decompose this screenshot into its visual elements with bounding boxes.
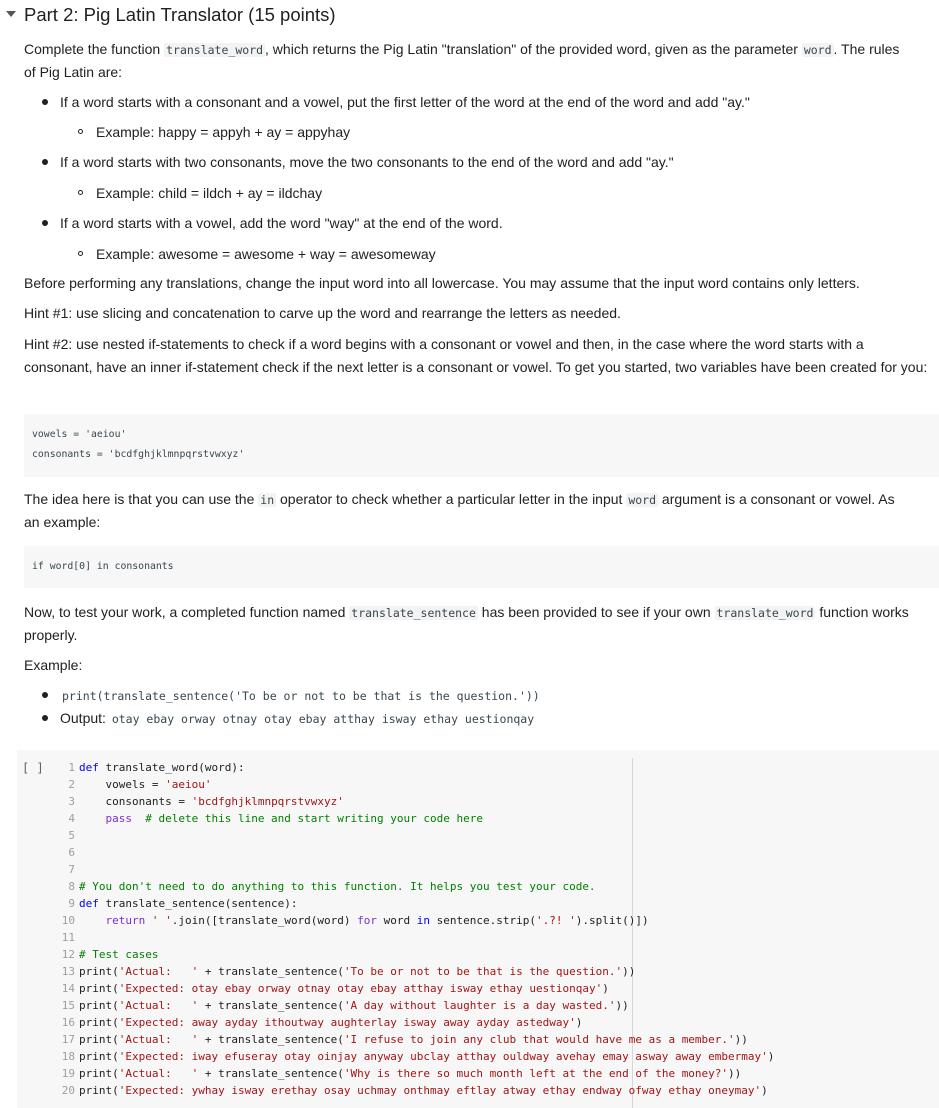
inline-code-translate-word: translate_word <box>716 606 814 620</box>
inline-code-in: in <box>260 493 275 507</box>
code-line[interactable]: 5 <box>68 829 75 842</box>
code-line[interactable]: 15 print('Actual: ' + translate_sentence('A day without laughter is a day wasted.')) <box>61 999 629 1012</box>
bullet-dot-icon <box>42 692 48 698</box>
idea-paragraph-line2: an example: <box>24 514 101 530</box>
test-paragraph: Now, to test your work, a completed function named translate_sentence has been provided to see if your own translate_word function works <box>24 604 909 620</box>
inline-code-translate-word: translate_word <box>166 43 264 57</box>
rule-example: Example: happy = appyh + ay = appyhay <box>96 124 351 140</box>
code-line[interactable]: 11 <box>61 931 75 944</box>
example-label: Example: <box>24 657 83 673</box>
code-line[interactable]: 19 print('Actual: ' + translate_sentence('Why is there so much month left at the end of the money?')) <box>61 1067 742 1080</box>
code-line[interactable]: 13 print('Actual: ' + translate_sentence('To be or not to be that is the question.')) <box>61 965 636 978</box>
intro-paragraph-line2: of Pig Latin are: <box>24 64 123 80</box>
test-paragraph-line2: properly. <box>24 627 78 643</box>
lowercase-paragraph: Before performing any translations, change the input word into all lowercase. You may assume that the input word contains only letters. <box>24 275 860 291</box>
rule-item: If a word starts with a consonant and a vowel, put the first letter of the word at the end of the word and add "ay." <box>60 94 750 110</box>
collapse-caret-icon[interactable] <box>6 11 16 17</box>
code-line[interactable]: 14 print('Expected: otay ebay orway otnay otay ebay atthay isway ethay uestionqay') <box>61 982 609 995</box>
hint1-paragraph: Hint #1: use slicing and concatenation to carve up the word and rearrange the letters as needed. <box>24 305 621 321</box>
code-line[interactable]: 1 def translate_word(word): <box>68 761 245 774</box>
idea-paragraph: The idea here is that you can use the in operator to check whether a particular letter in the input word argument is a consonant or vowel. As <box>24 491 895 507</box>
sub-bullet-circle-icon <box>78 251 83 256</box>
run-cell-button[interactable]: [ ] <box>22 761 44 775</box>
code-line[interactable]: 17 print('Actual: ' + translate_sentence('I refuse to join any club that would have me as a member.')) <box>61 1033 748 1046</box>
bullet-dot-icon <box>42 220 48 226</box>
code-line[interactable]: 6 <box>68 846 75 859</box>
code-line[interactable]: 10 return ' '.join([translate_word(word) for word in sentence.strip('.?! ').split()]) <box>61 914 649 927</box>
hint2-paragraph: Hint #2: use nested if-statements to check if a word begins with a consonant or vowel and then, in the case where the word starts with a consonant, have an inner if-statement check if the next letter is a consonant or vowel. To get you started, two variables have been created for you: <box>24 336 928 375</box>
inline-code-word: word <box>803 43 832 57</box>
example-item-output: Output: otay ebay orway otnay otay ebay atthay isway ethay uestionqay <box>60 710 535 726</box>
sub-bullet-circle-icon <box>78 190 83 195</box>
rule-example: Example: child = ildch + ay = ildchay <box>96 185 323 201</box>
code-line[interactable]: 16 print('Expected: away ayday ithoutway aughterlay isway away ayday astedway') <box>61 1016 583 1029</box>
code-snippet-variables: vowels = 'aeiou' consonants = 'bcdfghjklmnpqrstvwxyz' <box>24 414 939 477</box>
rule-item: If a word starts with a vowel, add the word "way" at the end of the word. <box>60 215 503 231</box>
code-line[interactable]: 3 consonants = 'bcdfghjklmnpqrstvwxyz' <box>68 795 344 808</box>
bullet-dot-icon <box>42 715 48 721</box>
code-line[interactable]: 18 print('Expected: iway efuseray otay oinjay anyway ubclay atthay ouldway avehay emay asway away embermay') <box>61 1050 775 1063</box>
rule-example: Example: awesome = awesome + way = awesomeway <box>96 246 436 262</box>
rule-item: If a word starts with two consonants, move the two consonants to the end of the word and add "ay." <box>60 154 674 170</box>
code-snippet-if: if word[0] in consonants <box>24 546 939 588</box>
code-line[interactable]: 9 def translate_sentence(sentence): <box>68 897 298 910</box>
inline-code-word: word <box>628 493 657 507</box>
inline-code-translate-sentence: translate_sentence <box>351 606 476 620</box>
code-line[interactable]: 7 <box>68 863 75 876</box>
code-line[interactable]: 2 vowels = 'aeiou' <box>68 778 212 791</box>
code-line[interactable]: 8 # You don't need to do anything to this function. It helps you test your code. <box>68 880 596 893</box>
section-header <box>0 0 939 30</box>
bullet-dot-icon <box>42 99 48 105</box>
code-line[interactable]: 20 print('Expected: ywhay isway erethay osay uchmay onthmay eftlay atway ethay endway ofway ethay oneymay') <box>61 1084 768 1097</box>
example-item-print: print(translate_sentence('To be or not to be that is the question.')) <box>62 689 540 703</box>
bullet-dot-icon <box>42 159 48 165</box>
sub-bullet-circle-icon <box>78 129 83 134</box>
code-line[interactable]: 12 # Test cases <box>61 948 159 961</box>
intro-paragraph: Complete the function translate_word , which returns the Pig Latin "translation" of the provided word, given as the parameter word . The rules <box>24 41 900 57</box>
section-title: Part 2: Pig Latin Translator (15 points) <box>24 4 336 25</box>
code-line[interactable]: 4 pass # delete this line and start writing your code here <box>68 812 483 825</box>
